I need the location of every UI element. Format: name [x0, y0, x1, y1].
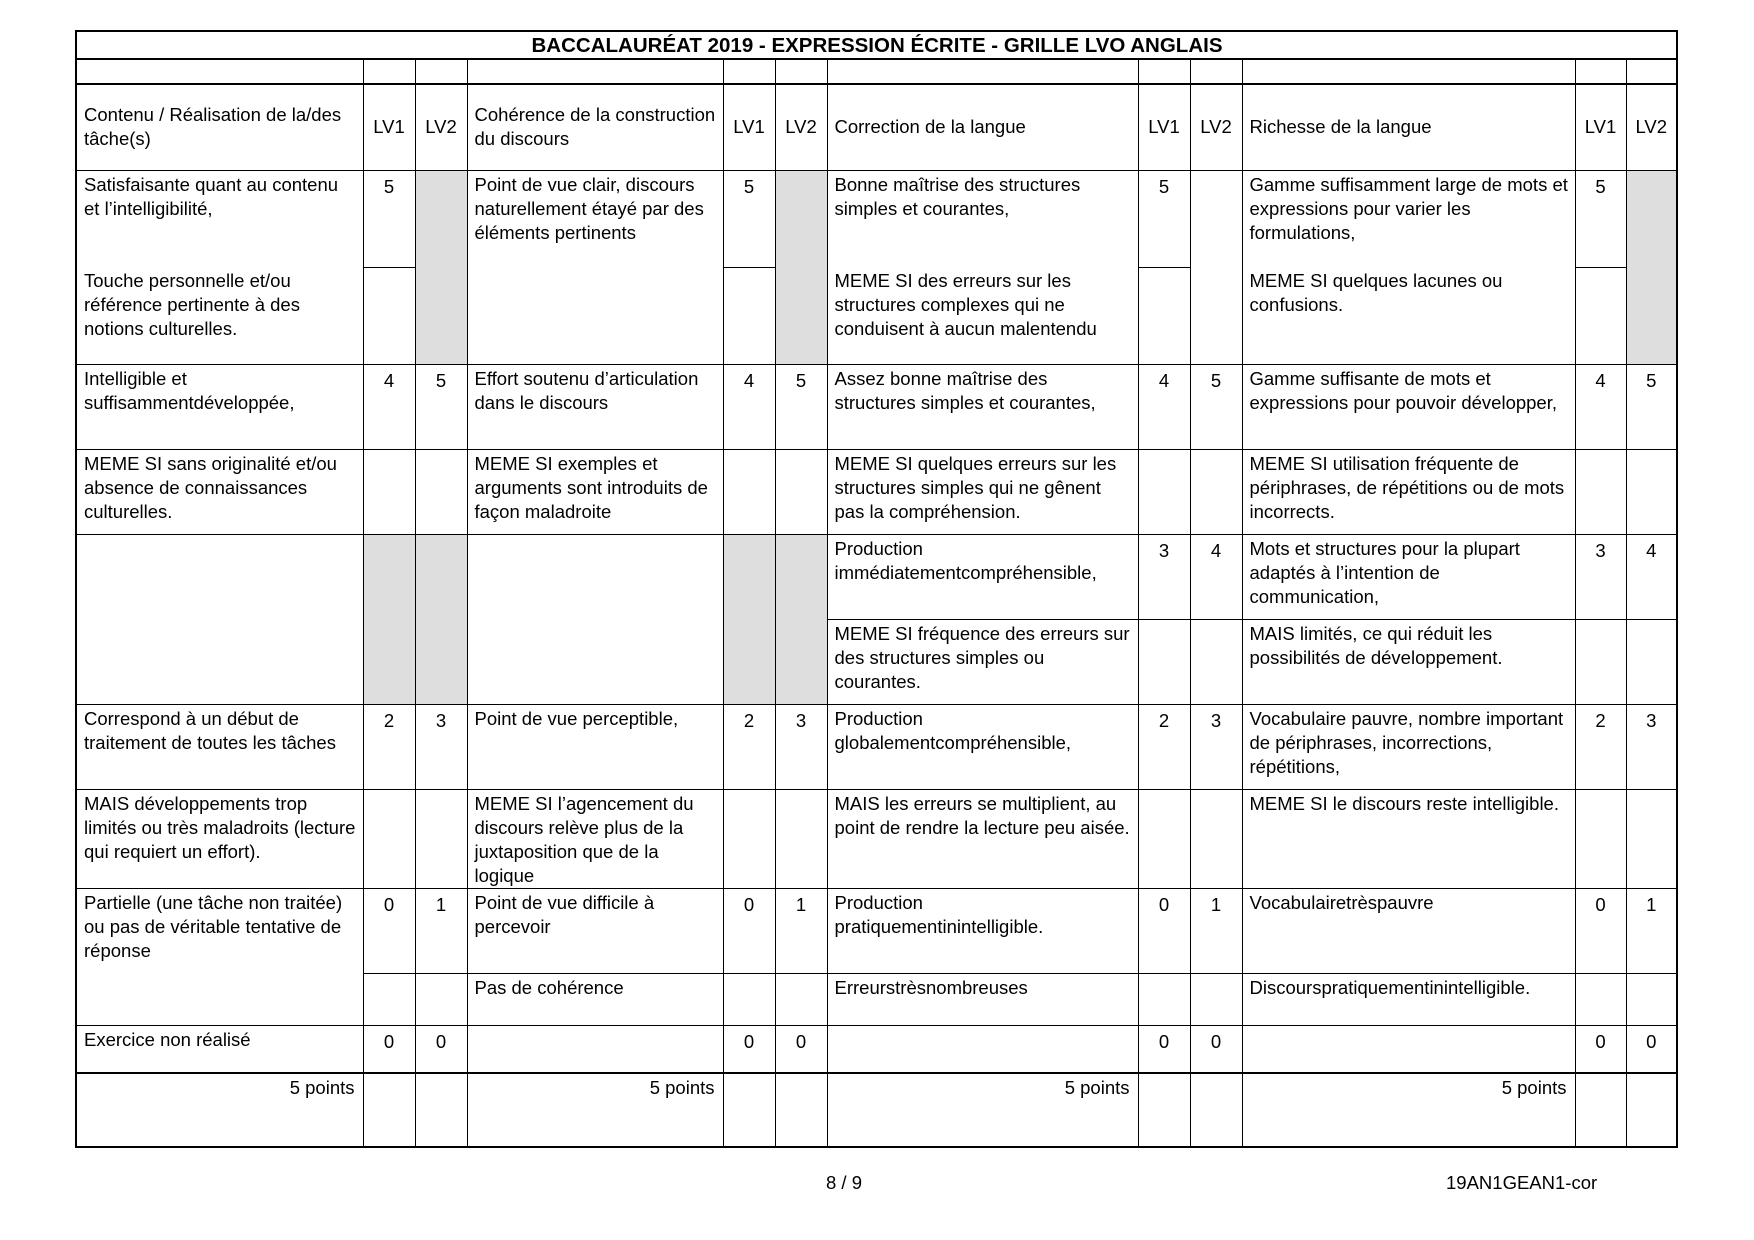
score-cell: 4 — [1138, 364, 1190, 449]
totals-row — [76, 1073, 1677, 1147]
header-contenu: Contenu / Réalisation de la/des tâche(s) — [76, 84, 363, 170]
criterion-text: Gamme suffisamment large de mots et expressions pour varier les formulations, — [1249, 173, 1568, 243]
document-code: 19AN1GEAN1-cor — [1446, 1172, 1598, 1193]
score-cell: 0 — [363, 888, 415, 973]
criterion-text: Vocabulaire pauvre, nombre important de périphrases, incorrections, répétitions, — [1242, 704, 1575, 789]
score-cell: 0 — [723, 888, 775, 973]
header-lv2: LV2 — [1626, 84, 1677, 170]
criterion-text: MAIS les erreurs se multiplient, au point de rendre la lecture peu aisée. — [827, 789, 1138, 888]
score-cell: 2 — [363, 704, 415, 789]
empty-cell — [76, 534, 363, 704]
score-cell: 5 — [1138, 170, 1190, 267]
header-coherence: Cohérence de la construction du discours — [467, 84, 723, 170]
criterion-text: MEME SI exemples et arguments sont introduits de façon maladroite — [467, 449, 723, 534]
criterion-text: Production pratiquementinintelligible. — [827, 888, 1138, 973]
score-cell: 5 — [1190, 364, 1242, 449]
empty-cell — [1190, 170, 1242, 364]
score-cell: 3 — [415, 704, 467, 789]
criterion-text: MEME SI quelques lacunes ou confusions. — [1249, 269, 1503, 315]
shaded-cell — [415, 534, 467, 704]
empty-cell — [723, 267, 775, 364]
criterion-text: MEME SI fréquence des erreurs sur des structures simples ou courantes. — [827, 619, 1138, 704]
criterion-text: Effort soutenu d’articulation dans le discours — [467, 364, 723, 449]
score-cell: 5 — [415, 364, 467, 449]
header-lv1: LV1 — [1575, 84, 1626, 170]
score-cell: 4 — [363, 364, 415, 449]
header-lv2: LV2 — [775, 84, 827, 170]
total-points: 5 points — [1242, 1073, 1575, 1147]
score-cell: 2 — [723, 704, 775, 789]
criterion-text: Production immédiatementcompréhensible, — [827, 534, 1138, 619]
criterion-text: Touche personnelle et/ou référence pertinente à des notions culturelles. — [84, 269, 300, 339]
criterion-text: MAIS limités, ce qui réduit les possibilités de développement. — [1242, 619, 1575, 704]
score-cell: 3 — [1190, 704, 1242, 789]
score-cell: 3 — [1626, 704, 1677, 789]
total-points: 5 points — [76, 1073, 363, 1147]
level-2-row-b — [76, 789, 1677, 888]
header-lv1: LV1 — [1138, 84, 1190, 170]
score-cell: 5 — [1575, 170, 1626, 267]
criterion-text: Assez bonne maîtrise des structures simples et courantes, — [827, 364, 1138, 449]
header-lv2: LV2 — [415, 84, 467, 170]
score-cell: 0 — [1626, 1025, 1677, 1073]
level-5-row-a — [76, 170, 1677, 267]
criterion-text: MEME SI des erreurs sur les structures complexes qui ne conduisent à aucun malentendu — [834, 269, 1097, 339]
criterion-text: MEME SI sans originalité et/ou absence de connaissances culturelles. — [76, 449, 363, 534]
criterion-text: Satisfaisante quant au contenu et l’intelligibilité, — [84, 173, 339, 219]
empty-cell — [467, 534, 723, 704]
header-lv1: LV1 — [363, 84, 415, 170]
score-cell: 0 — [775, 1025, 827, 1073]
shaded-cell — [775, 170, 827, 364]
score-cell: 0 — [415, 1025, 467, 1073]
criterion-text: Exercice non réalisé — [76, 1025, 363, 1073]
score-cell: 5 — [363, 170, 415, 267]
score-cell: 0 — [1138, 888, 1190, 973]
score-cell: 2 — [1138, 704, 1190, 789]
header-lv2: LV2 — [1190, 84, 1242, 170]
header-richesse: Richesse de la langue — [1242, 84, 1575, 170]
grid-title: BACCALAURÉAT 2019 - EXPRESSION ÉCRITE - GRILLE LVO ANGLAIS — [76, 31, 1677, 59]
criterion-text: Gamme suffisante de mots et expressions pour pouvoir développer, — [1242, 364, 1575, 449]
criterion-text: Production globalementcompréhensible, — [827, 704, 1138, 789]
score-cell: 4 — [1190, 534, 1242, 619]
criterion-text: Correspond à un début de traitement de toutes les tâches — [76, 704, 363, 789]
criterion-text: Point de vue difficile à percevoir — [467, 888, 723, 973]
criterion-text: Point de vue clair, discours naturellement étayé par des éléments pertinents — [474, 173, 704, 243]
not-done-row — [76, 1025, 1677, 1073]
level-3-row-a — [76, 534, 1677, 619]
criterion-text: MEME SI l’agencement du discours relève plus de la juxtaposition que de la logique — [467, 789, 723, 888]
criterion-cell — [76, 170, 363, 364]
score-cell: 1 — [1190, 888, 1242, 973]
score-cell: 5 — [1626, 364, 1677, 449]
empty-cell — [1138, 267, 1190, 364]
score-cell: 2 — [1575, 704, 1626, 789]
score-cell: 1 — [775, 888, 827, 973]
score-cell: 3 — [1138, 534, 1190, 619]
header-row — [76, 84, 1677, 170]
criterion-text: MEME SI le discours reste intelligible. — [1242, 789, 1575, 888]
score-cell: 4 — [1575, 364, 1626, 449]
criterion-text: Intelligible et suffisammentdéveloppée, — [76, 364, 363, 449]
criterion-text: Vocabulairetrèspauvre — [1242, 888, 1575, 973]
criterion-text: MAIS développements trop limités ou très maladroits (lecture qui requiert un effort). — [76, 789, 363, 888]
page-number: 8 / 9 — [826, 1172, 862, 1193]
criterion-cell — [467, 170, 723, 364]
criterion-text: Pas de cohérence — [467, 973, 723, 1025]
score-cell: 0 — [1190, 1025, 1242, 1073]
criterion-text: Point de vue perceptible, — [467, 704, 723, 789]
level-4-row-a — [76, 364, 1677, 449]
score-cell: 3 — [1575, 534, 1626, 619]
score-cell: 5 — [723, 170, 775, 267]
score-cell: 3 — [775, 704, 827, 789]
total-points: 5 points — [467, 1073, 723, 1147]
shaded-cell — [775, 534, 827, 704]
shaded-cell — [1626, 170, 1677, 364]
score-cell: 4 — [723, 364, 775, 449]
criterion-cell — [827, 170, 1138, 364]
criterion-cell — [1242, 170, 1575, 364]
score-cell: 5 — [775, 364, 827, 449]
score-cell: 4 — [1626, 534, 1677, 619]
score-cell: 0 — [1138, 1025, 1190, 1073]
score-cell: 0 — [363, 1025, 415, 1073]
score-cell: 1 — [1626, 888, 1677, 973]
score-cell: 1 — [415, 888, 467, 973]
shaded-cell — [723, 534, 775, 704]
criterion-text: MEME SI quelques erreurs sur les structures simples qui ne gênent pas la compréhension. — [827, 449, 1138, 534]
criterion-text: Bonne maîtrise des structures simples et courantes, — [834, 173, 1081, 219]
criterion-text: Discourspratiquementinintelligible. — [1242, 973, 1575, 1025]
level-4-row-b — [76, 449, 1677, 534]
criterion-text: Partielle (une tâche non traitée) ou pas de véritable tentative de réponse — [76, 888, 363, 1025]
shaded-cell — [363, 534, 415, 704]
criterion-text: Erreurstrèsnombreuses — [827, 973, 1138, 1025]
level-2-row-a — [76, 704, 1677, 789]
header-lv1: LV1 — [723, 84, 775, 170]
empty-cell — [363, 267, 415, 364]
total-points: 5 points — [827, 1073, 1138, 1147]
criterion-text: Mots et structures pour la plupart adaptés à l’intention de communication, — [1242, 534, 1575, 619]
score-cell: 0 — [723, 1025, 775, 1073]
empty-cell — [1575, 267, 1626, 364]
score-cell: 0 — [1575, 1025, 1626, 1073]
level-0-row-a — [76, 888, 1677, 973]
criterion-text: MEME SI utilisation fréquente de périphrases, de répétitions ou de mots incorrects. — [1242, 449, 1575, 534]
score-cell: 0 — [1575, 888, 1626, 973]
header-correction: Correction de la langue — [827, 84, 1138, 170]
shaded-cell — [415, 170, 467, 364]
grading-grid — [75, 30, 1678, 1148]
